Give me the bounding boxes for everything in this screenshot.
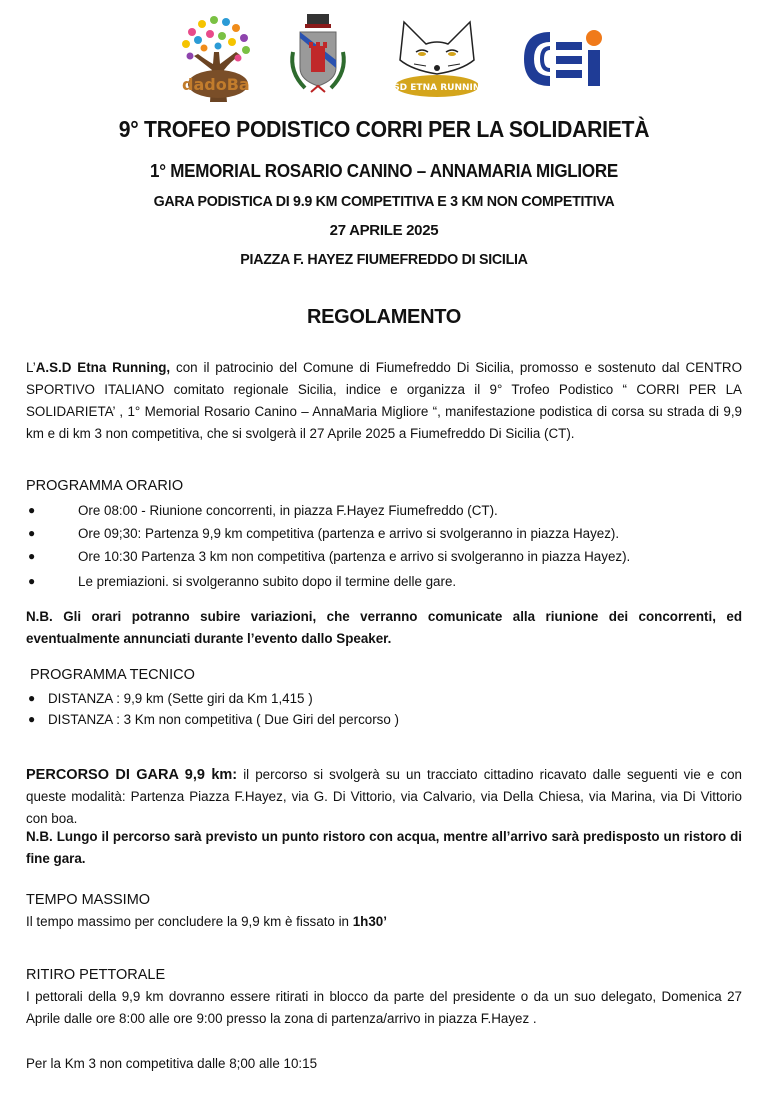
asd-etna-running-fox-logo (386, 12, 488, 98)
programma-orario-heading: PROGRAMMA ORARIO (26, 478, 184, 494)
ritiro-km3-text: Per la Km 3 non competitiva dalle 8;00 alle 10:15 (26, 1056, 318, 1071)
bullet-icon: ● (28, 712, 36, 726)
bullet-icon: ● (28, 549, 36, 563)
race-description: GARA PODISTICA DI 9.9 KM COMPETITIVA E 3 KM NON COMPETITIVA (153, 193, 615, 210)
tempo-massimo-text (26, 911, 742, 933)
programma-tecnico-list (26, 688, 746, 730)
tempo-value: 1h30’ (352, 914, 387, 929)
sponsor-logos (0, 12, 768, 102)
list-item-text: Le premiazioni. si svolgeranno subito dopo il termine delle gare. (78, 574, 457, 589)
list-item (26, 570, 746, 593)
intro-paragraph (26, 357, 742, 445)
event-title: 9° TROFEO PODISTICO CORRI PER LA SOLIDARIETÀ (118, 116, 650, 142)
list-item (26, 522, 746, 545)
ritiro-pettorale-heading: RITIRO PETTORALE (26, 967, 166, 983)
municipal-crest-logo (285, 12, 351, 100)
organizer-name: A.S.D Etna Running, (35, 360, 171, 375)
list-item (26, 688, 746, 709)
intro-text: con il patrocinio del Comune di Fiumefreddo Di Sicilia, promosso e sostenuto dal CENTRO SPORTIVO ITALIANO comitato regionale Sicilia, indice e organizza il 9° Trofeo Podistico “ CORRI PER LA SOLIDARIETA’ , 1° Memorial Rosario Canino – AnnaMaria Migliore “, manifestazione podistica di corsa su strada di 9,9 km e di km 3 non competitiva, che si svolgerà il 27 Aprile 2025 a Fiumefreddo Di Sicilia (CT). (26, 360, 742, 441)
orario-note: N.B. Gli orari potranno subire variazioni, che verranno comunicate alla riunione dei concorrenti, ed eventualmente annunciati durante l’evento dallo Speaker. (26, 609, 742, 646)
event-date: 27 APRILE 2025 (329, 222, 439, 239)
bullet-icon: ● (28, 526, 36, 540)
csi-logo (520, 28, 606, 90)
memorial-subtitle: 1° MEMORIAL ROSARIO CANINO – ANNAMARIA MIGLIORE (150, 160, 618, 181)
bullet-icon: ● (28, 574, 36, 588)
percorso-heading: PERCORSO DI GARA 9,9 km: (26, 767, 238, 783)
list-item (26, 709, 746, 730)
bullet-icon: ● (28, 503, 36, 517)
fox-logo-text: ASD ETNA RUNNING (386, 83, 488, 93)
event-location: PIAZZA F. HAYEZ FIUMEFREDDO DI SICILIA (240, 251, 528, 268)
programma-tecnico-heading: PROGRAMMA TECNICO (30, 667, 195, 683)
list-item-text: Ore 10:30 Partenza 3 km non competitiva (partenza e arrivo si svolgeranno in piazza Hayez). (78, 549, 631, 564)
percorso-note: N.B. Lungo il percorso sarà previsto un punto ristoro con acqua, mentre all’arrivo sarà predisposto un ristoro di fine gara. (26, 829, 742, 866)
bullet-icon: ● (28, 691, 36, 705)
percorso-text: il percorso si svolgerà su un tracciato cittadino ricavato dalle seguenti vie e con queste modalità: Partenza Piazza F.Hayez, via G. Di Vittorio, via Calvario, via Della Chiesa, via Marina, via Di Vittorio con boa. (26, 767, 742, 826)
list-item-text: Ore 08:00 - Riunione concorrenti, in piazza F.Hayez Fiumefreddo (CT). (78, 503, 498, 518)
regolamento-heading: REGOLAMENTO (306, 306, 462, 328)
list-item (26, 545, 746, 568)
list-item-text: DISTANZA : 9,9 km (Sette giri da Km 1,415 ) (48, 691, 313, 706)
ritiro-pettorale-text: I pettorali della 9,9 km dovranno essere ritirati in blocco da parte del presidente o da un suo delegato, Domenica 27 Aprile dalle ore 8:00 alle ore 9:00 presso la zona di partenza/arrivo in piazza F.Hayez . (26, 989, 742, 1026)
list-item (26, 499, 746, 522)
programma-orario-list (26, 499, 746, 593)
intro-prefix: L’ (26, 360, 36, 375)
tempo-massimo-heading: TEMPO MASSIMO (26, 892, 151, 908)
tempo-text: Il tempo massimo per concludere la 9,9 km è fissato in (26, 914, 353, 929)
percorso-paragraph (26, 764, 742, 830)
tree-logo (172, 12, 264, 102)
list-item-text: DISTANZA : 3 Km non competitiva ( Due Giri del percorso ) (48, 712, 399, 727)
list-item-text: Ore 09;30: Partenza 9,9 km competitiva (partenza e arrivo si svolgeranno in piazza Hayez). (78, 526, 620, 541)
tree-logo-letters: dadoBa (182, 75, 250, 94)
